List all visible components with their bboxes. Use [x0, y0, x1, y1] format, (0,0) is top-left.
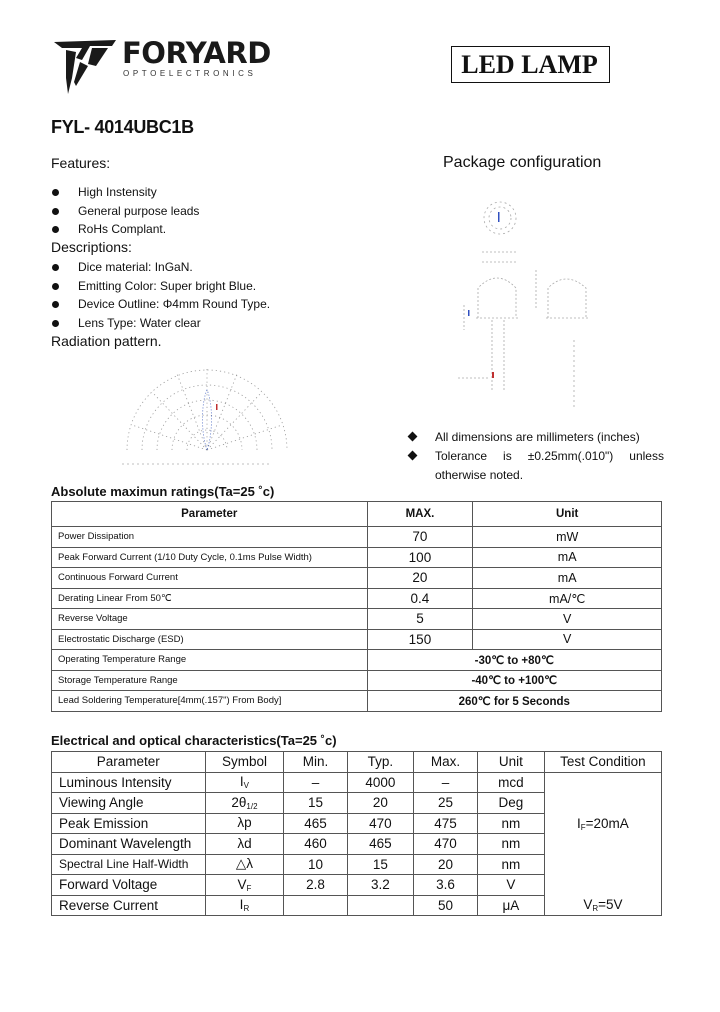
max-cell: 150 — [367, 629, 473, 650]
param-cell: Peak Emission — [52, 813, 206, 834]
table-row — [52, 629, 662, 650]
max-cell: 50 — [414, 895, 478, 916]
table-header-row — [52, 502, 662, 527]
table-row — [52, 547, 662, 568]
doc-title: LED LAMP — [461, 50, 598, 79]
table-row — [52, 588, 662, 609]
param-cell: Electrostatic Discharge (ESD) — [52, 629, 368, 650]
typ-cell: 15 — [347, 854, 413, 875]
unit-cell: mA — [473, 547, 662, 568]
max-cell: 5 — [367, 609, 473, 630]
symbol-cell: λp — [205, 813, 284, 834]
param-cell: Derating Linear From 50℃ — [52, 588, 368, 609]
unit-cell: Deg — [477, 793, 544, 814]
param-cell: Luminous Intensity — [52, 772, 206, 793]
max-cell: 100 — [367, 547, 473, 568]
min-cell: 465 — [284, 813, 347, 834]
list-item: Lens Type: Water clear — [51, 316, 201, 330]
max-cell: 25 — [414, 793, 478, 814]
typ-cell: 20 — [347, 793, 413, 814]
table-row — [52, 670, 662, 691]
column-header: Parameter — [52, 502, 368, 527]
unit-cell: nm — [477, 834, 544, 855]
table-row — [52, 691, 662, 712]
value-cell: -30℃ to +80℃ — [367, 650, 661, 671]
max-cell: 3.6 — [414, 875, 478, 896]
min-cell: 460 — [284, 834, 347, 855]
table-row — [52, 527, 662, 548]
symbol-cell: $I_V$ — [205, 772, 284, 793]
bullet-icon — [52, 208, 59, 215]
min-cell: 2.8 — [284, 875, 347, 896]
unit-cell: μA — [477, 895, 544, 916]
bullet-icon — [52, 283, 59, 290]
bullet-icon — [52, 189, 59, 196]
column-header: Parameter — [52, 752, 206, 773]
param-cell: Lead Soldering Temperature[4mm(.157") From Body] — [52, 691, 368, 712]
symbol-cell: $I_R$ — [205, 895, 284, 916]
column-header: Test Condition — [544, 752, 661, 773]
list-item: Emitting Color: Super bright Blue. — [51, 279, 256, 293]
table-row — [52, 895, 662, 916]
column-header: Symbol — [205, 752, 284, 773]
unit-cell: nm — [477, 854, 544, 875]
unit-cell: nm — [477, 813, 544, 834]
table-row — [52, 772, 662, 793]
param-cell: Operating Temperature Range — [52, 650, 368, 671]
column-header: MAX. — [367, 502, 473, 527]
abs-ratings-table — [51, 501, 662, 712]
value-cell: -40℃ to +100℃ — [367, 670, 661, 691]
max-cell: 20 — [414, 854, 478, 875]
param-cell: Reverse Current — [52, 895, 206, 916]
table-row — [52, 875, 662, 896]
value-cell: 260℃ for 5 Seconds — [367, 691, 661, 712]
min-cell: 15 — [284, 793, 347, 814]
unit-cell: mA/℃ — [473, 588, 662, 609]
param-cell: Dominant Wavelength — [52, 834, 206, 855]
radiation-title: Radiation pattern. — [51, 333, 162, 349]
min-cell: 10 — [284, 854, 347, 875]
typ-cell: 465 — [347, 834, 413, 855]
param-cell: Forward Voltage — [52, 875, 206, 896]
column-header: Unit — [473, 502, 662, 527]
param-cell: Reverse Voltage — [52, 609, 368, 630]
column-header: Min. — [284, 752, 347, 773]
column-header: Max. — [414, 752, 478, 773]
descriptions-title: Descriptions: — [51, 239, 132, 255]
package-drawing — [448, 190, 598, 415]
bullet-icon — [52, 264, 59, 271]
max-cell: 70 — [367, 527, 473, 548]
param-cell: Spectral Line Half-Width — [52, 854, 206, 875]
note-tolerance-cont: otherwise noted. — [435, 468, 524, 482]
list-item: RoHs Complant. — [51, 222, 166, 236]
symbol-cell: $2\theta_{1/2}$ — [205, 793, 284, 814]
param-cell: Storage Temperature Range — [52, 670, 368, 691]
brand-name: FORYARD — [122, 36, 271, 70]
unit-cell: mW — [473, 527, 662, 548]
brand-subtitle: OPTOELECTRONICS — [123, 69, 257, 78]
max-cell: 0.4 — [367, 588, 473, 609]
max-cell: 20 — [367, 568, 473, 589]
eo-char-title: Electrical and optical characteristics(Ta=25 ˚c) — [51, 733, 337, 748]
max-cell: – — [414, 772, 478, 793]
unit-cell: mA — [473, 568, 662, 589]
test-condition-cell — [544, 875, 661, 896]
param-cell: Peak Forward Current (1/10 Duty Cycle, 0.1ms Pulse Width) — [52, 547, 368, 568]
symbol-cell: λd — [205, 834, 284, 855]
part-number: FYL- 4014UBC1B — [51, 117, 194, 137]
symbol-cell: △λ — [205, 854, 284, 875]
unit-cell: V — [473, 629, 662, 650]
foryard-logo-icon — [52, 38, 120, 96]
table-row — [52, 609, 662, 630]
bullet-icon — [52, 301, 59, 308]
bullet-icon — [52, 226, 59, 233]
symbol-cell: $V_F$ — [205, 875, 284, 896]
table-row — [52, 650, 662, 671]
list-item: Device Outline: Φ4mm Round Type. — [51, 297, 270, 311]
typ-cell — [347, 895, 413, 916]
param-cell: Power Dissipation — [52, 527, 368, 548]
min-cell — [284, 895, 347, 916]
column-header: Unit — [477, 752, 544, 773]
note-dimensions: All dimensions are millimeters (inches) — [409, 430, 664, 444]
diamond-bullet-icon — [408, 451, 418, 461]
diamond-bullet-icon — [408, 432, 418, 442]
table-row — [52, 568, 662, 589]
radiation-pattern-figure — [112, 360, 302, 472]
eo-char-table — [51, 751, 662, 916]
list-item: Dice material: InGaN. — [51, 260, 193, 274]
typ-cell: 3.2 — [347, 875, 413, 896]
list-item: High Instensity — [51, 185, 157, 199]
unit-cell: V — [473, 609, 662, 630]
unit-cell: V — [477, 875, 544, 896]
test-condition-cell: $I_F=20mA$ — [544, 772, 661, 875]
unit-cell: mcd — [477, 772, 544, 793]
param-cell: Continuous Forward Current — [52, 568, 368, 589]
abs-ratings-title: Absolute maximun ratings(Ta=25 ˚c) — [51, 484, 275, 499]
test-condition-cell: $V_R=5V$ — [544, 895, 661, 916]
bullet-icon — [52, 320, 59, 327]
package-title: Package configuration — [443, 154, 602, 171]
typ-cell: 470 — [347, 813, 413, 834]
min-cell: – — [284, 772, 347, 793]
param-cell: Viewing Angle — [52, 793, 206, 814]
max-cell: 470 — [414, 834, 478, 855]
table-header-row — [52, 752, 662, 773]
features-title: Features: — [51, 155, 111, 171]
note-tolerance: Tolerance is ±0.25mm(.010") unless — [409, 449, 664, 463]
typ-cell: 4000 — [347, 772, 413, 793]
list-item: General purpose leads — [51, 204, 199, 218]
column-header: Typ. — [347, 752, 413, 773]
max-cell: 475 — [414, 813, 478, 834]
